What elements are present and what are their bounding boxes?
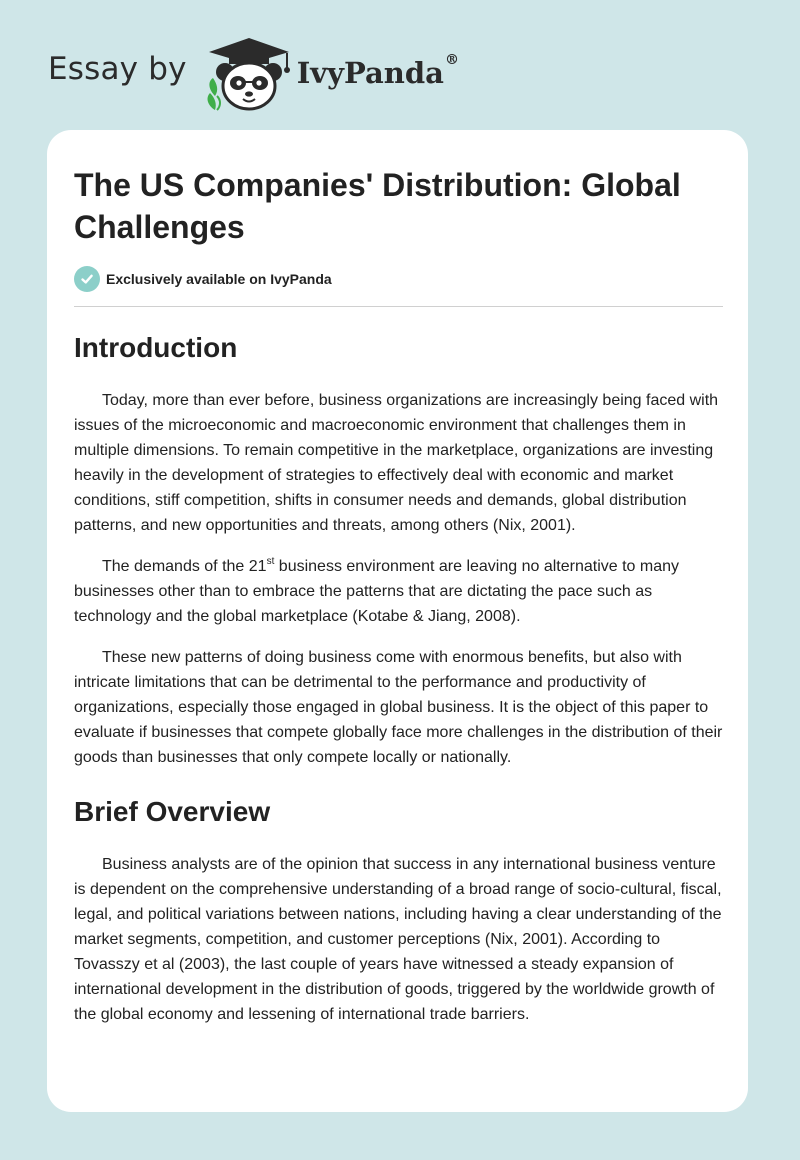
paragraph-text: The demands of the 21 — [102, 558, 267, 575]
brand-name: IvyPanda® — [296, 52, 459, 90]
brand-header[interactable] — [48, 34, 459, 114]
paragraph: Business analysts are of the opinion that success in any international business venture is dependent on the comprehensive understanding of a broad range of socio-cultural, fiscal, legal, and political variations between nations, including having a clear understanding of the market segments, competition, and customer perceptions (Nix, 2001). According to Tovasszy et al (2003), the last couple of years have witnessed a steady expansion of international development in the distribution of goods, triggered by the worldwide growth of the global economy and lessening of international trade barriers. — [74, 856, 722, 1023]
brand-prefix: Essay by — [48, 51, 187, 87]
ordinal-suffix: st — [266, 555, 275, 567]
exclusive-badge-text: Exclusively available on IvyPanda — [106, 271, 332, 287]
section-heading-introduction: Introduction — [74, 332, 238, 363]
essay-content — [74, 164, 723, 1027]
panda-graduate-logo-icon — [201, 34, 297, 114]
check-circle-icon — [74, 266, 100, 292]
essay-card — [47, 130, 748, 1112]
exclusive-badge — [74, 265, 723, 293]
paragraph — [74, 554, 723, 629]
title-divider — [74, 306, 723, 307]
paragraph-text: business environment are leaving no alternative to many businesses other than to embrace the patterns that are dictating the pace such as technology and the global marketplace (Kotabe & Jiang, 2008). — [74, 558, 680, 625]
registered-mark: ® — [444, 52, 459, 68]
paragraph: Today, more than ever before, business organizations are increasingly being faced with issues of the microeconomic and macroeconomic environment that challenges them in multiple dimensions. To remain competitive in the marketplace, organizations are investing heavily in the development of strategies to effectively deal with economic and market conditions, stiff competition, shifts in consumer needs and demands, global distribution patterns, and new opportunities and threats, among others (Nix, 2001). — [74, 392, 719, 534]
page-title: The US Companies' Distribution: Global Challenges — [74, 167, 681, 245]
paragraph: These new patterns of doing business come with enormous benefits, but also with intricate limitations that can be detrimental to the performance and productivity of organizations, especially those engaged in global business. It is the object of this paper to evaluate if businesses that compete globally face more challenges in the distribution of their goods than businesses that only compete locally or nationally. — [74, 649, 723, 766]
section-heading-brief-overview: Brief Overview — [74, 796, 271, 827]
